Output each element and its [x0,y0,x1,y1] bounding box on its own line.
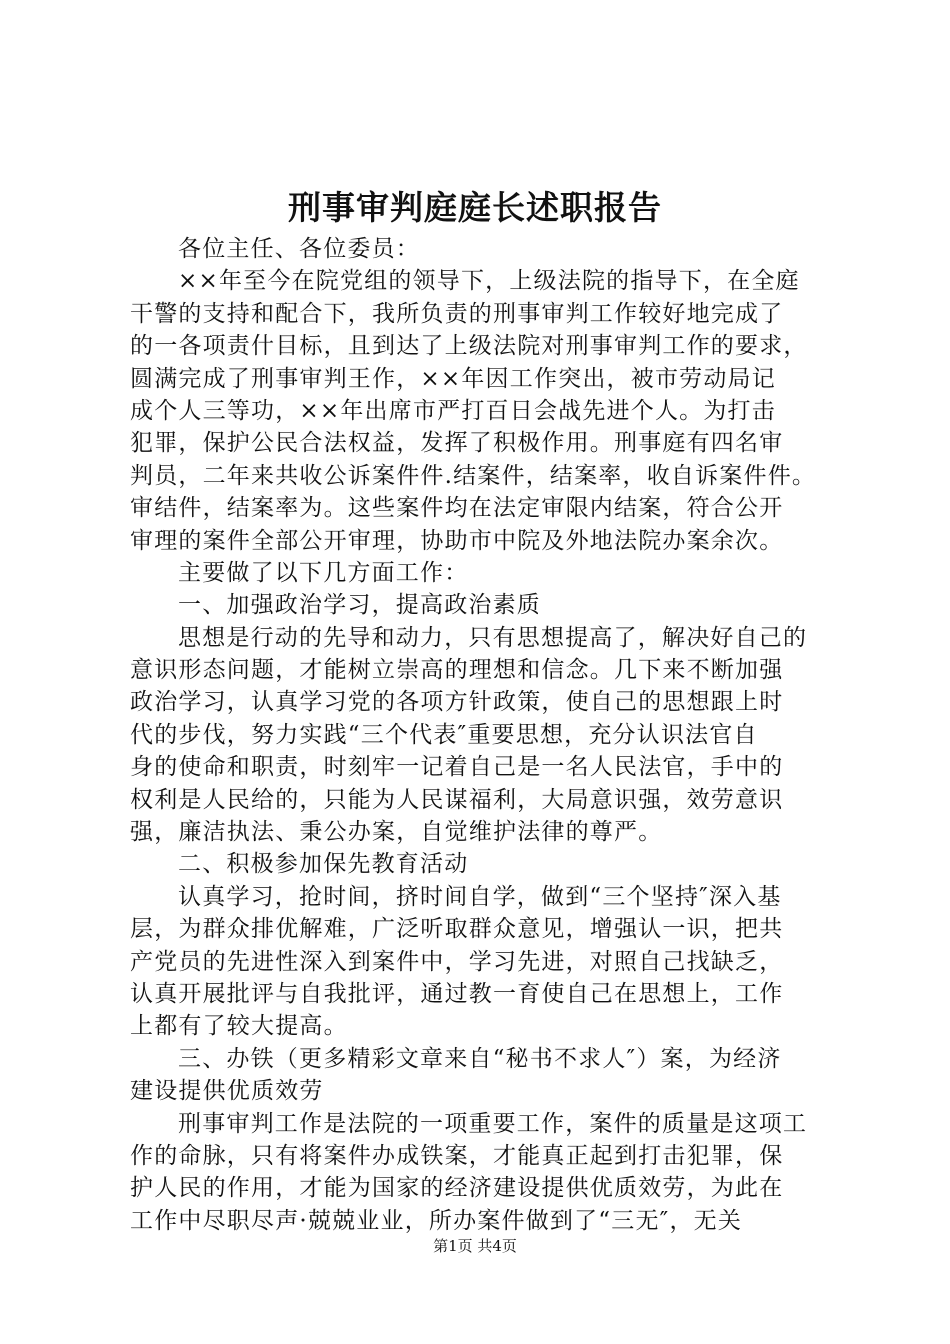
body-line: 认真学习，抢时间，挤时间自学，做到“三个坚持″深入基 [178,883,782,910]
body-line: 思想是行动的先导和动力，只有思想提高了，解决好自己的 [178,624,808,651]
body-line: 判员，二年来共收公诉案件件.结案件，结案率，收自诉案件件。 [130,462,817,489]
body-line: 三、办铁（更多精彩文章来自“秘书不求人″）案，为经济 [178,1045,782,1072]
body-line: 一、加强政治学习，提高政治素质 [178,592,541,619]
body-line: 上都有了较大提高。 [130,1013,348,1040]
body-line: ××年至今在院党组的领导下，上级法院的指导下，在全庭 [178,268,800,295]
body-line: 的一各项责什目标，且到达了上级法院对刑事审判工作的要求， [130,333,808,360]
body-line: 认真开展批评与自我批评，通过教一育使自己在思想上，工作 [130,980,784,1007]
body-line: 二、积极参加保先教育活动 [178,851,469,878]
body-line: 强，廉洁执法、秉公办案，自觉维护法律的尊严。 [130,819,663,846]
body-line: 刑事审判工作是法院的一项重要工作，案件的质量是这项工 [178,1110,808,1137]
body-line: 主要做了以下几方面工作： [178,559,469,586]
document-body [130,233,835,1237]
body-line: 意识形态问题，才能树立崇高的理想和信念。几下来不断加强 [130,657,784,684]
body-line: 作的命脉，只有将案件办成铁案，才能真正起到打击犯罪，保 [130,1142,784,1169]
body-line: 代的步伐，努力实践“三个代表″重要思想，充分认识法官自 [130,721,758,748]
body-line: 建设提供优质效劳 [130,1078,324,1105]
body-line: 审结件，结案率为。这些案件均在法定审限内结案，符合公开 [130,495,784,522]
body-line: 产党员的先进性深入到案件中，学习先进，对照自己找缺乏， [130,948,784,975]
body-line: 成个人三等功，××年出席市严打百日会战先进个人。为打击 [130,397,776,424]
body-line: 护人民的作用，才能为国家的经济建设提供优质效劳，为此在 [130,1175,784,1202]
body-line: 身的使命和职责，时刻牢一记着自己是一名人民法官，手中的 [130,754,784,781]
body-line: 工作中尽职尽声·兢兢业业，所办案件做到了“三无″，无关 [130,1207,743,1234]
body-line: 干警的支持和配合下，我所负责的刑事审判工作较好地完成了 [130,300,784,327]
body-line: 各位主任、各位委员： [178,236,420,262]
body-line: 权利是人民给的，只能为人民谋福利，大局意识强，效劳意识 [130,786,784,813]
page-footer: 第1页 共4页 [433,1237,517,1255]
body-line: 审理的案件全部公开审理，协助市中院及外地法院办案余次。 [130,527,784,554]
body-line: 圆满完成了刑事审判王作，××年因工作突出，被市劳动局记 [130,365,776,392]
body-line: 犯罪，保护公民合法权益，发挥了积极作用。刑事庭有四名审 [130,430,784,457]
document-title: 刑事审判庭庭长述职报告 [288,188,662,227]
body-line: 层，为群众排优解难，广泛听取群众意见，增强认一识，把共 [130,916,784,943]
body-line: 政治学习，认真学习党的各项方针政策，使自己的思想跟上时 [130,689,784,716]
